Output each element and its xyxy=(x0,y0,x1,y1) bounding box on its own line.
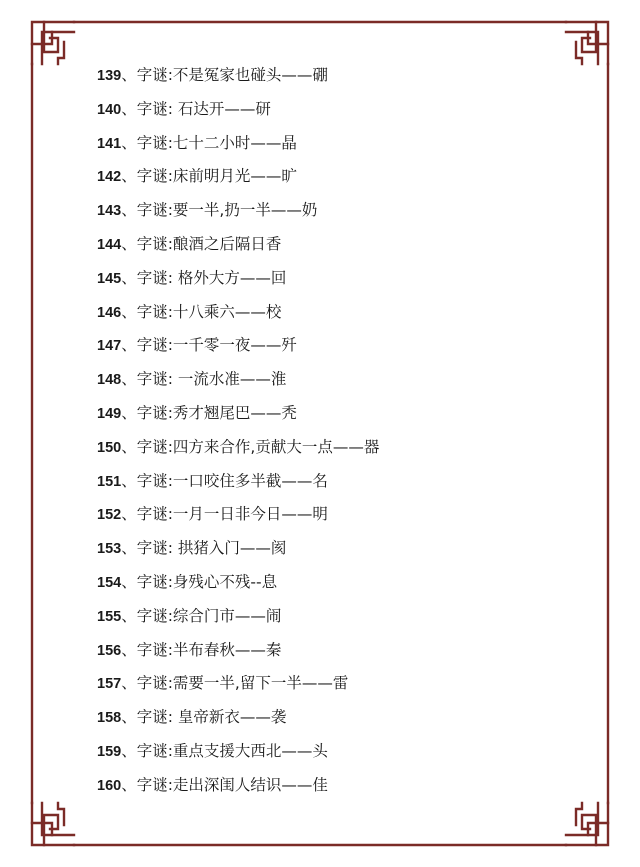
riddle-number: 139 xyxy=(97,68,122,84)
corner-ornament-bottom-right xyxy=(566,803,608,845)
riddle-number: 149 xyxy=(97,405,122,422)
riddle-item xyxy=(97,605,379,639)
riddle-number: 154 xyxy=(97,574,122,591)
riddle-item xyxy=(97,132,379,166)
riddle-text: 、字谜:一月一日非今日——明 xyxy=(121,505,328,524)
riddle-text: 、字谜: 石达开——研 xyxy=(121,99,271,118)
riddle-item xyxy=(97,571,379,605)
corner-ornament-top-right xyxy=(566,22,608,64)
riddle-number: 159 xyxy=(97,743,122,760)
riddle-item xyxy=(97,402,379,436)
riddle-number: 157 xyxy=(97,676,122,693)
riddle-text: 、字谜:秀才翘尾巴——秃 xyxy=(121,403,297,422)
riddle-item xyxy=(97,436,379,470)
corner-ornament-bottom-left xyxy=(32,803,74,845)
riddle-number: 143 xyxy=(97,203,122,220)
riddle-text: 、字谜:综合门市——闹 xyxy=(121,606,282,625)
riddle-text: 、字谜:半布春秋——秦 xyxy=(121,640,282,659)
riddle-text: 、字谜:走出深闺人结识——佳 xyxy=(121,775,328,794)
riddle-number: 150 xyxy=(97,439,122,456)
riddle-number: 146 xyxy=(97,304,122,321)
riddle-text: 、字谜:酿酒之后隔日香 xyxy=(121,234,282,253)
riddle-number: 158 xyxy=(97,710,122,727)
riddle-text: 、字谜: 拱猪入门——阂 xyxy=(121,539,287,558)
riddle-text: 、字谜:七十二小时——晶 xyxy=(121,133,297,152)
riddle-list xyxy=(97,64,379,808)
riddle-item xyxy=(97,199,379,233)
riddle-number: 151 xyxy=(97,473,122,490)
riddle-item xyxy=(97,334,379,368)
riddle-item xyxy=(97,301,379,335)
riddle-item xyxy=(97,267,379,301)
riddle-number: 147 xyxy=(97,338,122,355)
riddle-number: 155 xyxy=(97,608,122,625)
riddle-item xyxy=(97,740,379,774)
riddle-number: 144 xyxy=(97,236,122,253)
riddle-text: 、字谜:需要一半,留下一半——雷 xyxy=(121,674,349,693)
riddle-text: 、字谜:要一半,扔一半——奶 xyxy=(121,201,318,220)
riddle-item xyxy=(97,368,379,402)
riddle-text: 、字谜:一口咬住多半截——名 xyxy=(121,471,328,490)
riddle-number: 140 xyxy=(97,101,122,118)
riddle-item xyxy=(97,503,379,537)
riddle-text: 、字谜:一千零一夜——歼 xyxy=(121,336,297,355)
riddle-text: 、字谜:床前明月光——旷 xyxy=(121,167,297,186)
riddle-number: 148 xyxy=(97,372,122,389)
riddle-text: 、字谜: 一流水准——淮 xyxy=(121,370,287,389)
riddle-text: 、字谜:身残心不残--息 xyxy=(121,572,278,591)
riddle-item xyxy=(97,165,379,199)
riddle-number: 160 xyxy=(97,777,122,794)
corner-ornament-top-left xyxy=(32,22,74,64)
riddle-item xyxy=(97,672,379,706)
riddle-number: 153 xyxy=(97,541,122,558)
riddle-text: 、字谜:重点支援大西北——头 xyxy=(121,741,328,760)
riddle-item xyxy=(97,470,379,504)
riddle-item xyxy=(97,233,379,267)
riddle-number: 156 xyxy=(97,642,122,659)
riddle-item xyxy=(97,706,379,740)
riddle-number: 141 xyxy=(97,135,122,152)
riddle-text: 、字谜: 格外大方——回 xyxy=(121,268,287,287)
riddle-item xyxy=(97,774,379,808)
riddle-number: 142 xyxy=(97,169,122,186)
riddle-text: 、字谜: 皇帝新衣——袭 xyxy=(121,708,287,727)
riddle-item xyxy=(97,537,379,571)
riddle-item xyxy=(97,64,379,98)
riddle-item xyxy=(97,98,379,132)
riddle-number: 152 xyxy=(97,507,122,524)
riddle-text: 、字谜:四方来合作,贡献大一点——器 xyxy=(121,437,380,456)
riddle-text: 、字谜:不是冤家也碰头——硼 xyxy=(121,66,328,84)
riddle-text: 、字谜:十八乘六——校 xyxy=(121,302,282,321)
riddle-number: 145 xyxy=(97,270,122,287)
riddle-item xyxy=(97,639,379,673)
